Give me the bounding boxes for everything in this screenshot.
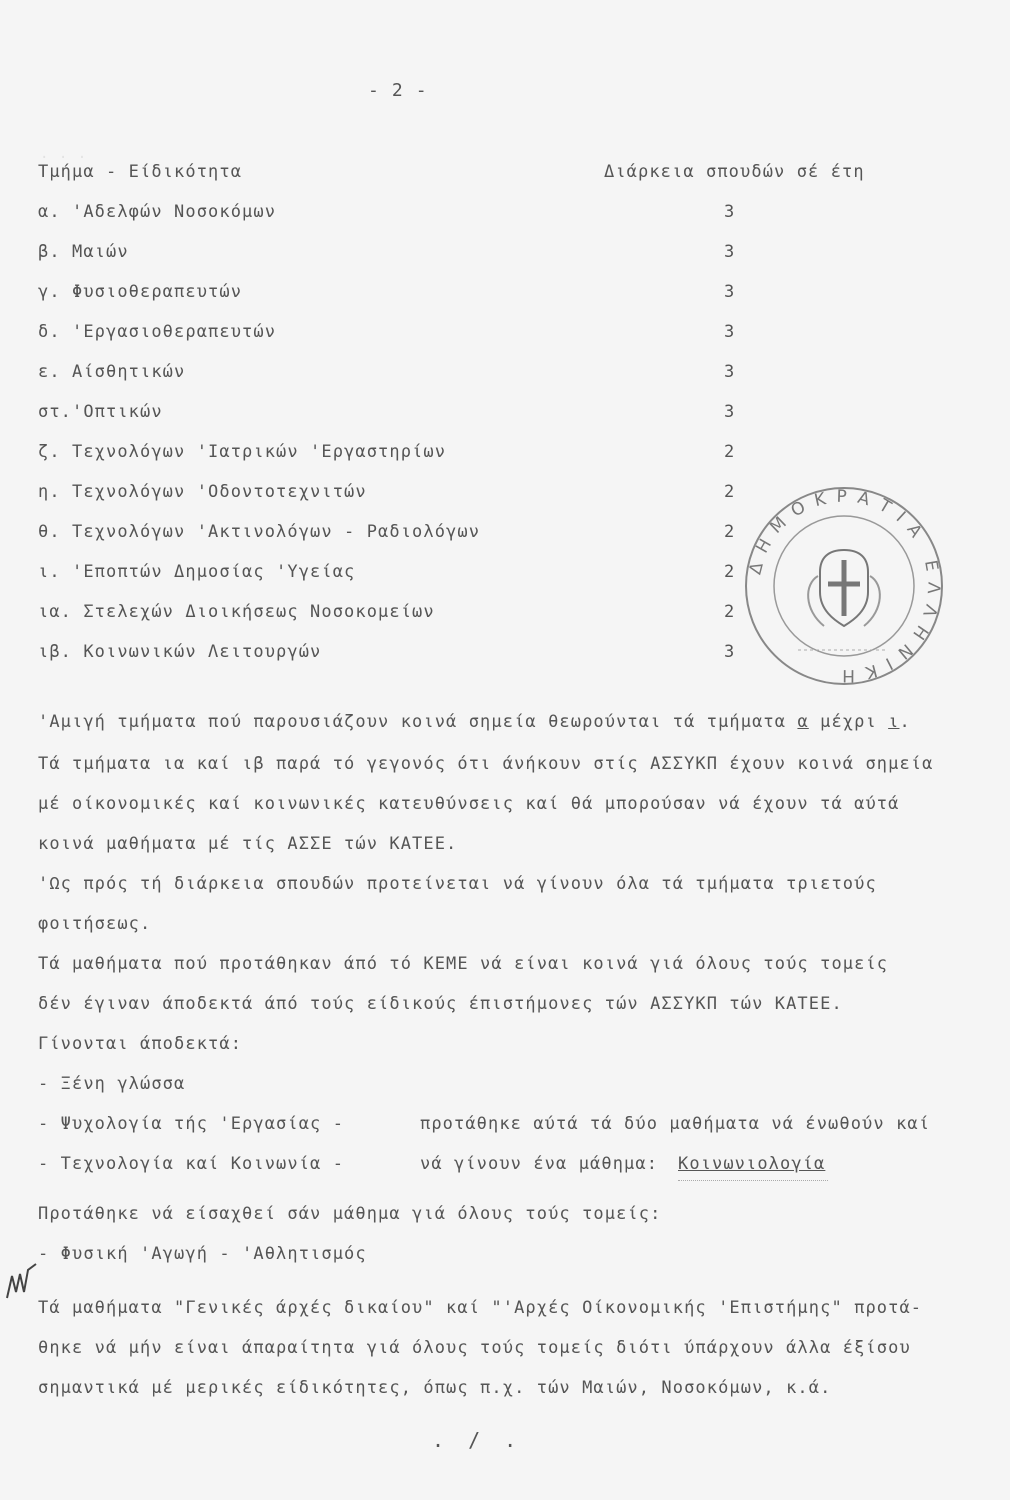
bleed-through-text: · · · [40,150,88,166]
specialty-label: θ. Τεχνολόγων 'Ακτινολόγων - Ραδιολόγων [38,522,481,542]
paragraph-pure-departments: 'Αμιγή τμήματα πού παρουσιάζουν κοινά σημεία θεωρούνται τά τμήματα α μέχρι ι. [38,712,911,732]
list-item: - Φυσική 'Αγωγή - 'Αθλητισμός [38,1244,367,1264]
page-number: - 2 - [368,80,428,101]
paragraph-line: Τά μαθήματα "Γενικές άρχές δικαίου" καί "'Αρχές Οίκονομικής 'Επιστήμης" προτά- [38,1298,923,1318]
duration-years: 3 [724,282,735,302]
specialty-label: δ. 'Εργασιοθεραπευτών [38,322,277,342]
paragraph-line: Τά τμήματα ια καί ιβ παρά τό γεγονός ότι άνήκουν στίς ΑΣΣΥΚΠ έχουν κοινά σημεία [38,754,934,774]
duration-years: 2 [724,442,735,462]
specialty-label: ιβ. Κοινωνικών Λειτουργών [38,642,322,662]
table-header-duration: Διάρκεια σπουδών σέ έτη [604,162,865,182]
list-item: - Ξένη γλώσσα [38,1074,186,1094]
paragraph-line: κοινά μαθήματα μέ τίς ΑΣΣΕ τών ΚΑΤΕΕ. [38,834,458,854]
duration-years: 2 [724,482,735,502]
duration-years: 3 [724,362,735,382]
coat-of-arms-icon [808,550,880,626]
specialty-label: β. Μαιών [38,242,129,262]
paragraph-line: φοιτήσεως. [38,914,152,934]
official-seal-stamp [738,480,950,692]
duration-years: 2 [724,522,735,542]
specialty-label: στ.'Οπτικών [38,402,163,422]
paragraph-line: σημαντικά μέ μερικές είδικότητες, όπως π.χ. τών Μαιών, Νοσοκόμων, κ.ά. [38,1378,832,1398]
accepted-heading: Γίνονται άποδεκτά: [38,1034,243,1054]
duration-years: 3 [724,242,735,262]
paragraph-line: θηκε νά μήν είναι άπαραίτητα γιά όλους τούς τομείς διότι ύπάρχουν άλλα έξίσου [38,1338,911,1358]
introduced-heading: Προτάθηκε νά είσαχθεί σάν μάθημα γιά όλους τούς τομείς: [38,1204,662,1224]
specialty-label: ε. Αίσθητικών [38,362,186,382]
handwritten-mark-icon [4,1262,40,1306]
list-item: - Ψυχολογία τής 'Εργασίας - προτάθηκε αύτά τά δύο μαθήματα νά ένωθούν καί [38,1114,931,1134]
underline-dots [678,1180,828,1189]
duration-years: 2 [724,562,735,582]
specialty-label: γ. Φυσιοθεραπευτών [38,282,243,302]
list-item: - Τεχνολογία καί Κοινωνία - νά γίνουν ένα μάθημα: Κοινωνιολογία [38,1154,826,1174]
specialty-label: α. 'Αδελφών Νοσοκόμων [38,202,277,222]
duration-years: 3 [724,202,735,222]
sociology-subject: Κοινωνιολογία [678,1154,826,1174]
paragraph-line: μέ οίκονομικές καί κοινωνικές κατευθύνσεις καί θά μπορούσαν νά έχουν τά αύτά [38,794,900,814]
paragraph-line: Τά μαθήματα πού προτάθηκαν άπό τό ΚΕΜΕ νά είναι κοινά γιά όλους τούς τομείς [38,954,889,974]
duration-years: 3 [724,642,735,662]
table-header-specialty: Τμήμα - Είδικότητα [38,162,243,182]
duration-years: 2 [724,602,735,622]
specialty-label: ι. 'Εποπτών Δημοσίας 'Υγείας [38,562,356,582]
seal-outer-text: ΔΗΜΟΚΡΑΤΙΑ ΕΛΛΗΝΙΚΗ [745,486,944,686]
specialty-label: η. Τεχνολόγων 'Οδοντοτεχνιτών [38,482,367,502]
continuation-mark: . / . [432,1428,523,1452]
specialty-label: ια. Στελεχών Διοικήσεως Νοσοκομείων [38,602,435,622]
specialty-label: ζ. Τεχνολόγων 'Ιατρικών 'Εργαστηρίων [38,442,447,462]
paragraph-line: 'Ως πρός τή διάρκεια σπουδών προτείνεται νά γίνουν όλα τά τμήματα τριετούς [38,874,877,894]
duration-years: 3 [724,402,735,422]
paragraph-line: δέν έγιναν άποδεκτά άπό τούς είδικούς έπιστήμονες τών ΑΣΣΥΚΠ τών ΚΑΤΕΕ. [38,994,843,1014]
duration-years: 3 [724,322,735,342]
